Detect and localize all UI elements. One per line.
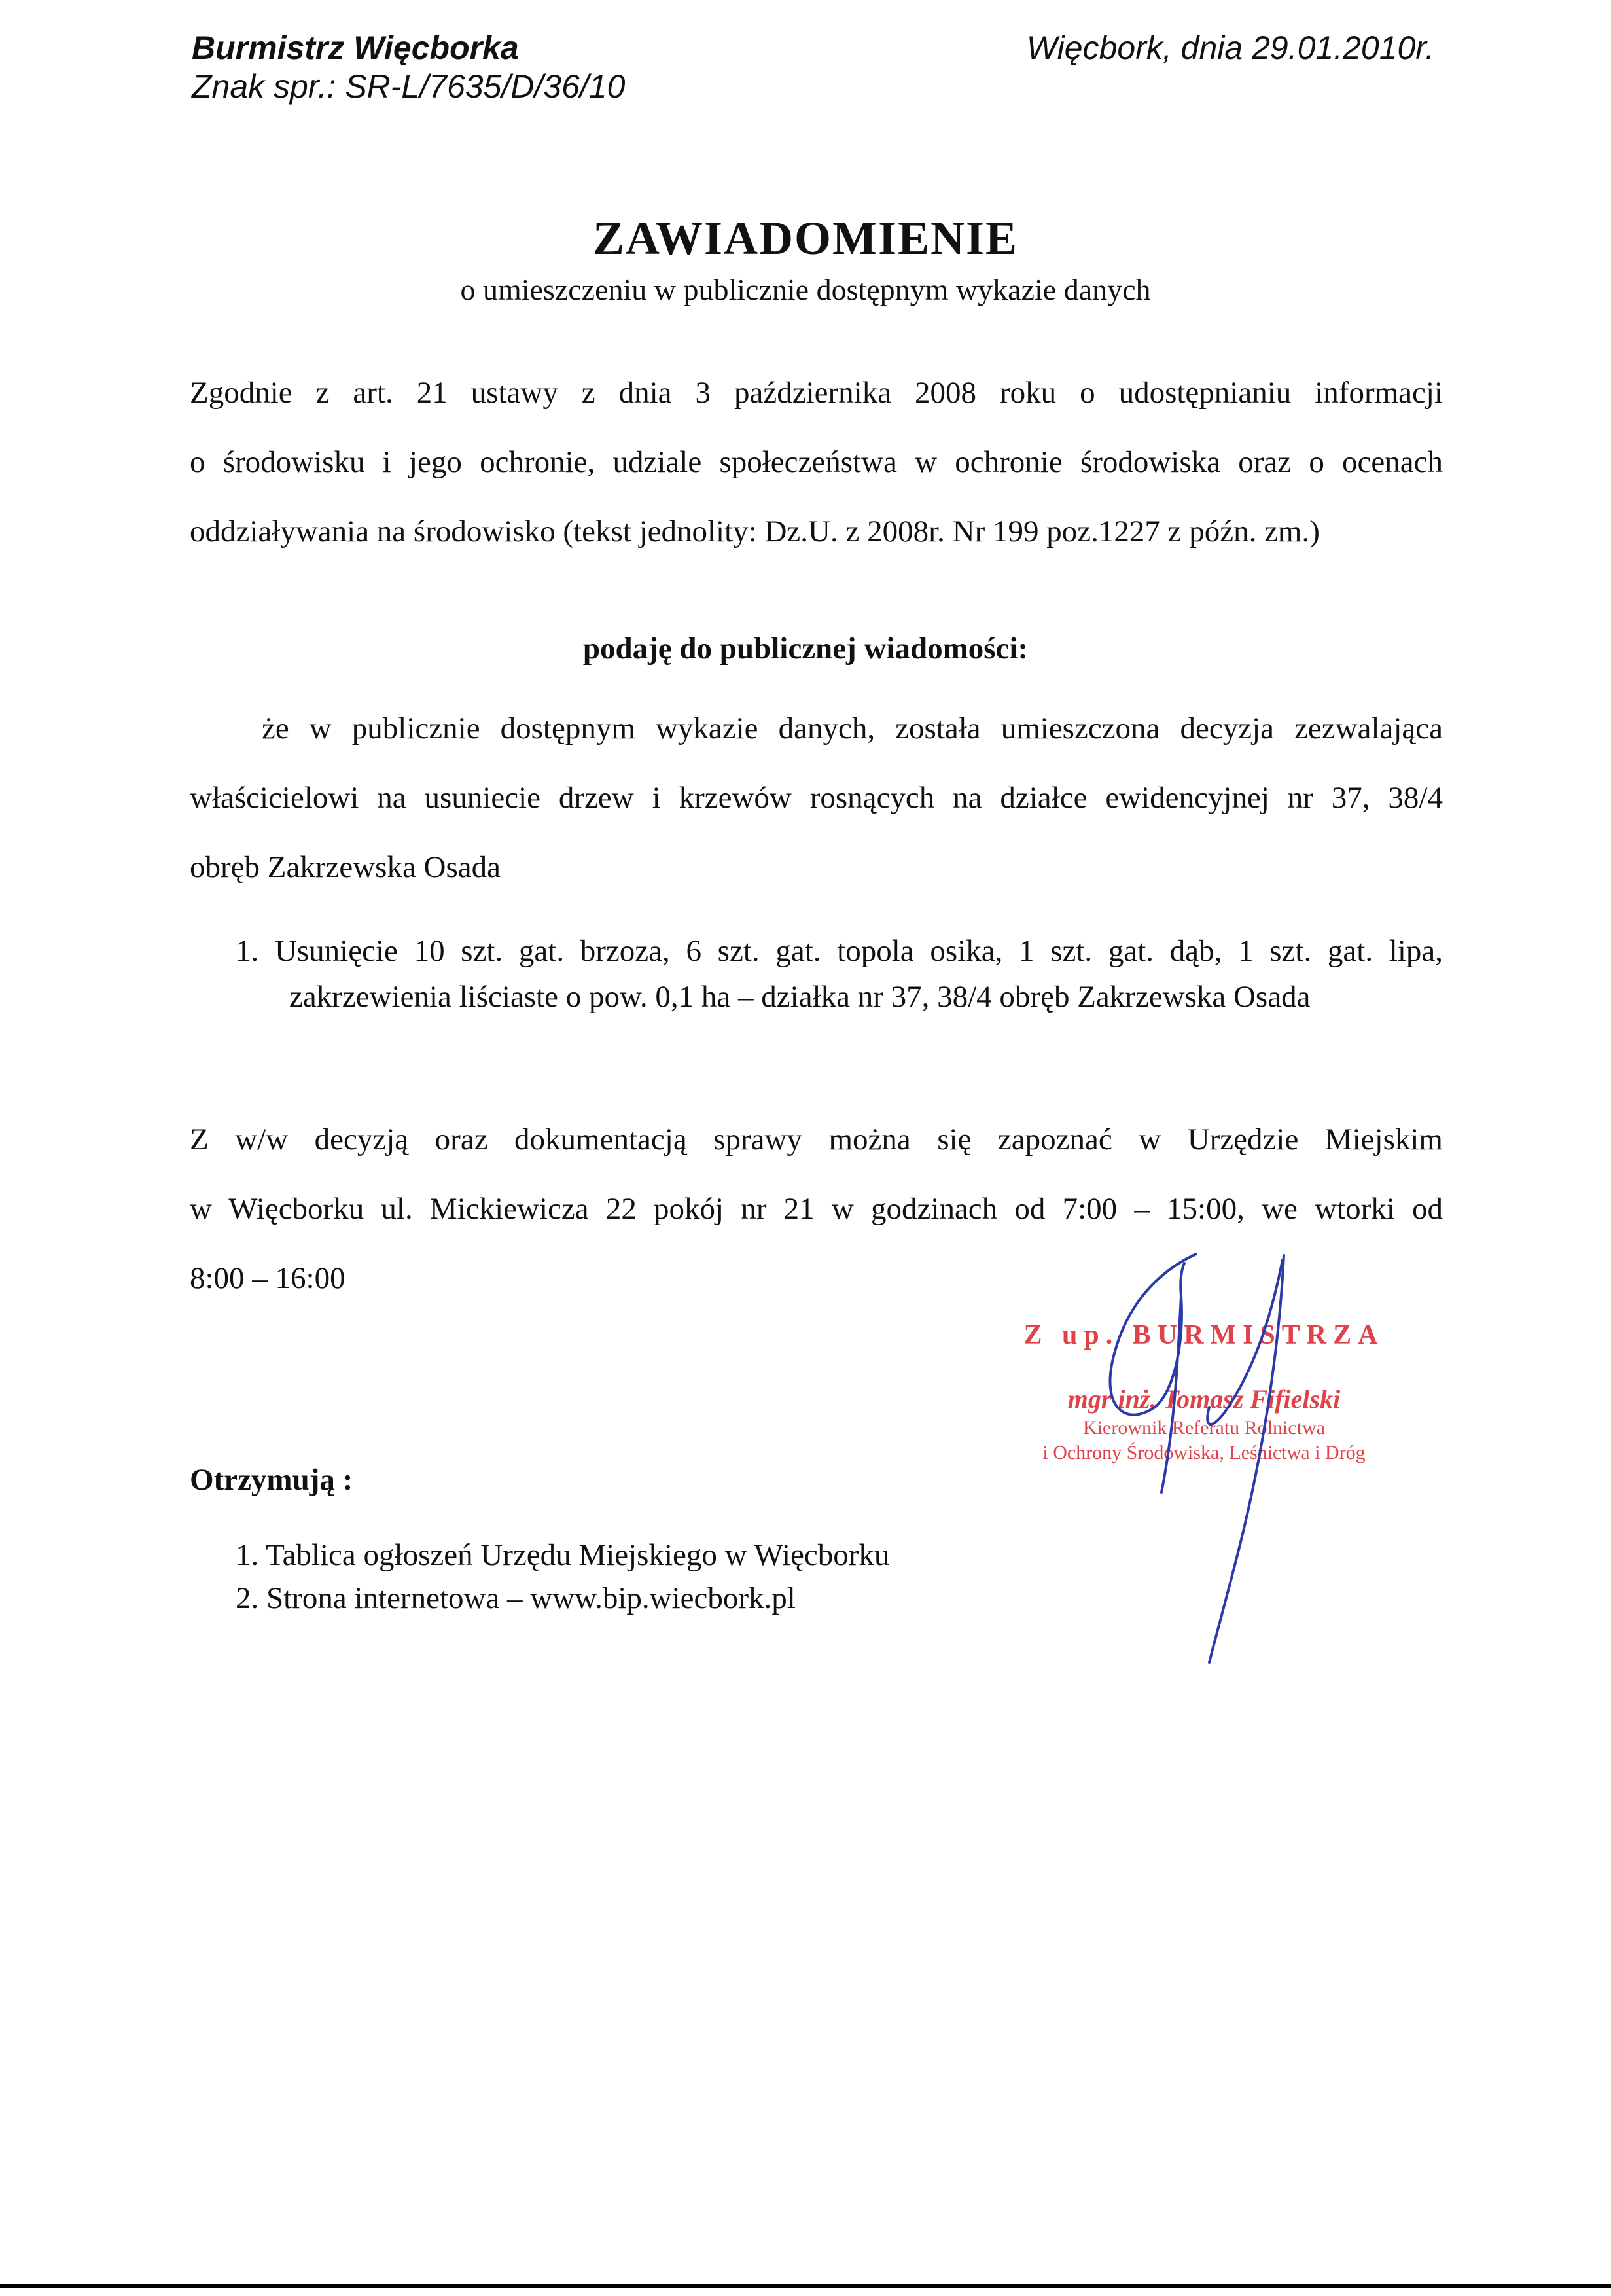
legal-basis-line: oddziaływania na środowisko (tekst jednolity: Dz.U. z 2008r. Nr 199 poz.1227 z późn. zm.) bbox=[190, 514, 1320, 548]
stamp-department: i Ochrony Środowiska, Leśnictwa i Dróg bbox=[1042, 1441, 1366, 1463]
signature-stroke bbox=[1207, 1260, 1283, 1424]
recipient-item: 2. Strona internetowa – www.bip.wiecbork.pl bbox=[236, 1581, 796, 1615]
stamp-position: Kierownik Referatu Rolnictwa bbox=[1083, 1417, 1325, 1439]
decision-line: właścicielowi na usuniecie drzew i krzewów rosnących na działce ewidencyjnej nr 37, 38/4 bbox=[190, 781, 1443, 815]
decision-line: że w publicznie dostępnym wykazie danych, została umieszczona decyzja zezwalająca bbox=[262, 711, 1443, 745]
bottom-edge-rule bbox=[0, 2284, 1611, 2288]
signature-stroke bbox=[1110, 1254, 1196, 1415]
legal-basis-line: Zgodnie z art. 21 ustawy z dnia 3 października 2008 roku o udostępnianiu informacji bbox=[190, 376, 1443, 410]
decision-item-line: zakrzewienia liściaste o pow. 0,1 ha – działka nr 37, 38/4 obręb Zakrzewska Osada bbox=[289, 980, 1311, 1014]
place-and-date: Więcbork, dnia 29.01.2010r. bbox=[1026, 29, 1434, 66]
legal-basis-paragraph bbox=[190, 358, 1443, 566]
document-subtitle: o umieszczeniu w publicznie dostępnym wykazie danych bbox=[460, 273, 1151, 306]
stamp-name: mgr inż. Tomasz Fifielski bbox=[1067, 1384, 1341, 1414]
legal-basis-line: o środowisku i jego ochronie, udziale społeczeństwa w ochronie środowiska oraz o ocenach bbox=[190, 445, 1443, 479]
case-number: Znak spr.: SR-L/7635/D/36/10 bbox=[192, 68, 626, 105]
recipients-heading: Otrzymują : bbox=[190, 1463, 353, 1497]
inspection-info-line: w Więcborku ul. Mickiewicza 22 pokój nr 21 w godzinach od 7:00 – 15:00, we wtorki od bbox=[190, 1192, 1443, 1226]
signature-stroke bbox=[1209, 1255, 1284, 1662]
recipient-item: 1. Tablica ogłoszeń Urzędu Miejskiego w Więcborku bbox=[236, 1538, 890, 1572]
issuing-authority: Burmistrz Więcborka bbox=[192, 29, 519, 66]
decision-paragraph bbox=[190, 694, 1443, 902]
announcement-heading: podaję do publicznej wiadomości: bbox=[582, 632, 1029, 666]
decision-item bbox=[236, 928, 1443, 1020]
recipients-list bbox=[236, 1534, 889, 1620]
stamp-title: Z up. BURMISTRZA bbox=[1023, 1320, 1385, 1350]
inspection-info-line: 8:00 – 16:00 bbox=[190, 1261, 345, 1295]
document-title: ZAWIADOMIENIE bbox=[592, 212, 1019, 264]
handwritten-signature bbox=[1047, 1230, 1413, 1702]
decision-line: obręb Zakrzewska Osada bbox=[190, 850, 501, 884]
inspection-info-line: Z w/w decyzją oraz dokumentacją sprawy można się zapoznać w Urzędzie Miejskim bbox=[190, 1122, 1443, 1157]
decision-item-line: 1. Usunięcie 10 szt. gat. brzoza, 6 szt. gat. topola osika, 1 szt. gat. dąb, 1 szt. gat. lipa, bbox=[236, 934, 1443, 968]
